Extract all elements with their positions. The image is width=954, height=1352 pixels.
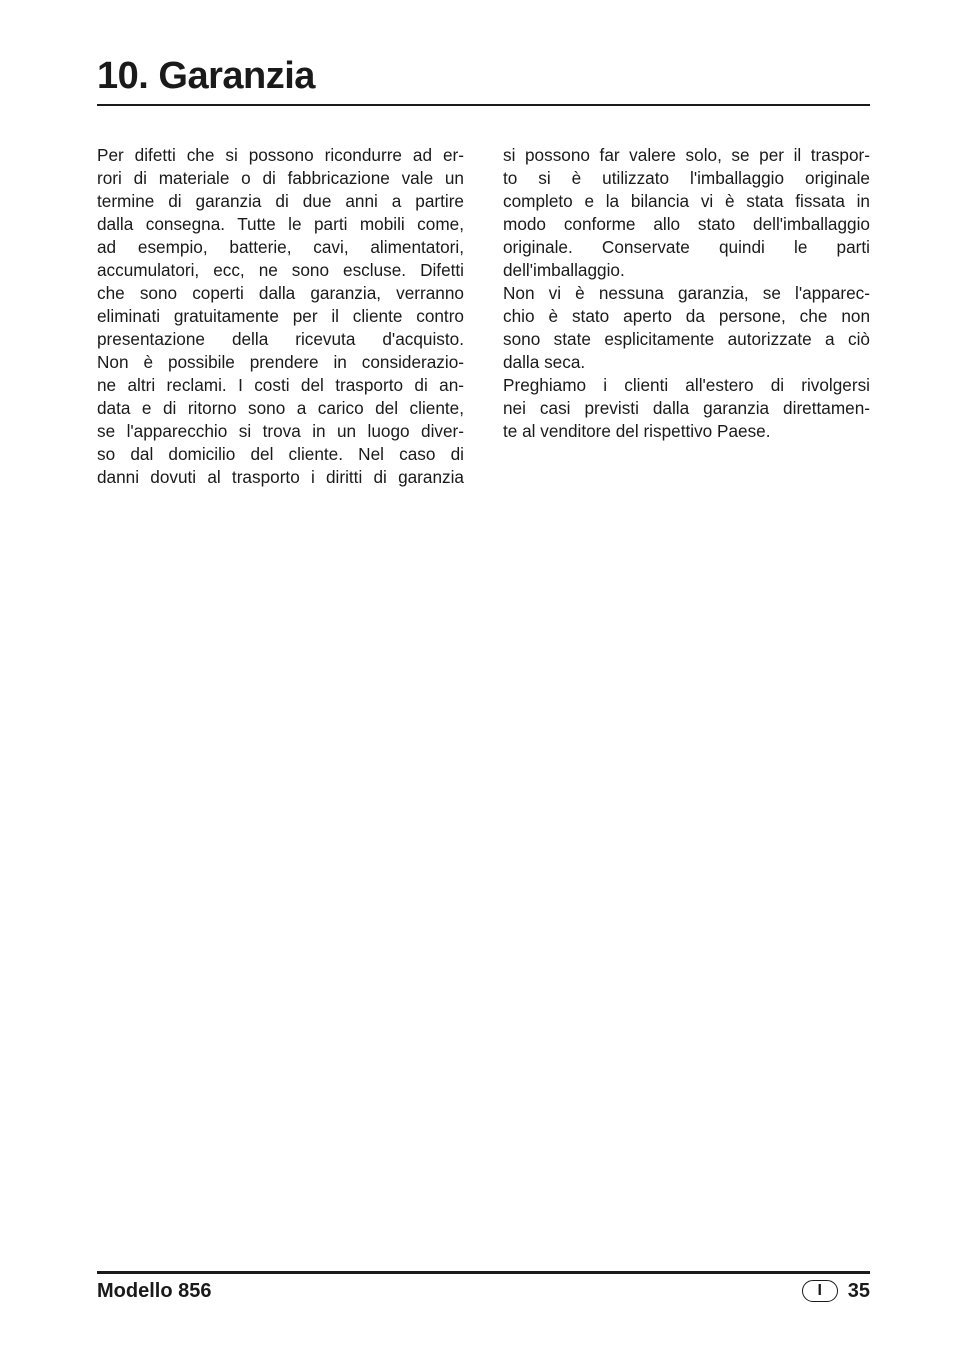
body-column-left	[97, 144, 464, 489]
text-line: dalla consegna. Tutte le parti mobili come,	[97, 214, 464, 234]
text-line: che sono coperti dalla garanzia, verranno	[97, 283, 464, 303]
text-line: completo e la bilancia vi è stata fissata in	[503, 191, 870, 211]
text-line: dell'imballaggio.	[503, 260, 625, 280]
text-line: te al venditore del rispettivo Paese.	[503, 421, 771, 441]
text-line: ne altri reclami. I costi del trasporto di an-	[97, 375, 464, 395]
text-line: se l'apparecchio si trova in un luogo diver-	[97, 421, 464, 441]
text-line: danni dovuti al trasporto i diritti di garanzia	[97, 467, 464, 487]
text-line: dalla seca.	[503, 352, 586, 372]
text-line: rori di materiale o di fabbricazione vale un	[97, 168, 464, 188]
footer-model-name: Modello 856	[97, 1280, 212, 1302]
text-line: ad esempio, batterie, cavi, alimentatori,	[97, 237, 464, 257]
text-line: presentazione della ricevuta d'acquisto.	[97, 329, 464, 349]
text-line: Non è possibile prendere in considerazio-	[97, 352, 464, 372]
text-line: Per difetti che si possono ricondurre ad er-	[97, 145, 464, 165]
footer-page-info	[802, 1278, 870, 1304]
title-divider	[97, 104, 870, 106]
text-line: nei casi previsti dalla garanzia direttamen-	[503, 398, 870, 418]
text-line: data e di ritorno sono a carico del cliente,	[97, 398, 464, 418]
text-line: si possono far valere solo, se per il traspor-	[503, 145, 870, 165]
text-line: eliminati gratuitamente per il cliente contro	[97, 306, 464, 326]
footer-divider	[97, 1271, 870, 1274]
text-line: Preghiamo i clienti all'estero di rivolgersi	[503, 375, 870, 395]
text-line: termine di garanzia di due anni a partire	[97, 191, 464, 211]
body-column-right	[503, 144, 870, 443]
text-line: originale. Conservate quindi le parti	[503, 237, 870, 257]
page-title: 10. Garanzia	[97, 55, 315, 97]
text-line: chio è stato aperto da persone, che non	[503, 306, 870, 326]
language-badge: I	[802, 1280, 838, 1302]
page-number: 35	[847, 1280, 870, 1302]
text-line: Non vi è nessuna garanzia, se l'apparec-	[503, 283, 870, 303]
text-line: modo conforme allo stato dell'imballaggio	[503, 214, 870, 234]
text-line: so dal domicilio del cliente. Nel caso di	[97, 444, 464, 464]
text-line: accumulatori, ecc, ne sono escluse. Difetti	[97, 260, 464, 280]
text-line: sono state esplicitamente autorizzate a ciò	[503, 329, 870, 349]
text-line: to si è utilizzato l'imballaggio originale	[503, 168, 870, 188]
